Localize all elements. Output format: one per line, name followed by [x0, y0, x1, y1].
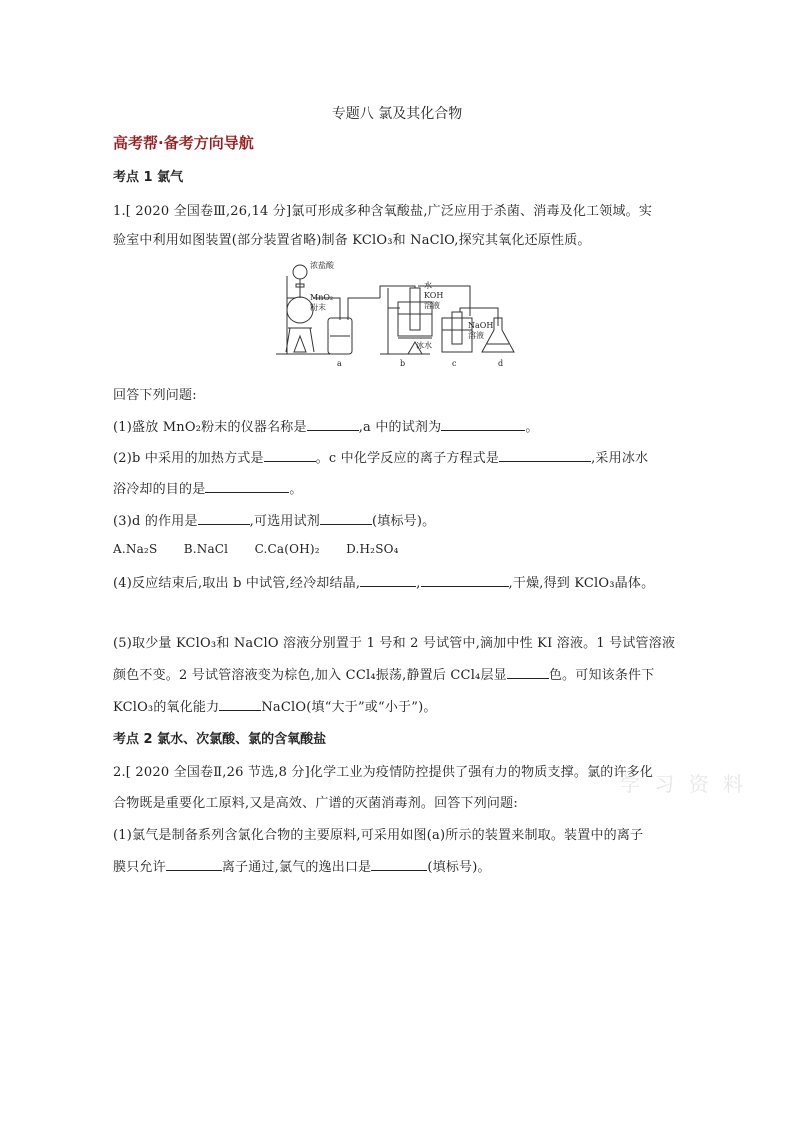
answer-blank[interactable]	[166, 858, 222, 871]
fig-label-c: c	[452, 359, 457, 368]
fig-label-d: d	[498, 359, 504, 368]
kp1-heading: 考点 1 氯气	[113, 170, 184, 185]
answer-blank[interactable]	[499, 449, 591, 462]
section-heading: 高考帮·备考方向导航	[113, 134, 254, 152]
q1-part3: (3)d 的作用是 ,可选用试剂 (填标号)。	[113, 514, 436, 529]
fig-label-b: b	[400, 359, 406, 368]
answer-blank[interactable]	[421, 574, 509, 587]
watermark: 学 习 资 料	[620, 772, 748, 796]
answer-blank[interactable]	[441, 418, 525, 431]
q1-part2-cont: 浴冷却的目的是 。	[113, 482, 303, 497]
answer-blank[interactable]	[307, 418, 359, 431]
fig-label-powder: 粉末	[310, 303, 326, 312]
fig-label-mno2: MnO₂	[310, 293, 334, 302]
q2-line3: (1)氯气是制备系列含氯化合物的主要原料,可采用如图(a)所示的装置来制取。装置中的离子	[113, 828, 644, 843]
fig-label-soln2: 溶液	[468, 331, 484, 340]
option-d: D.H₂SO₄	[346, 542, 399, 556]
answer-blank[interactable]	[205, 480, 289, 493]
answer-blank[interactable]	[264, 449, 316, 462]
q2-line2: 合物既是重要化工原料,又是高效、广谱的灭菌消毒剂。回答下列问题:	[113, 796, 518, 811]
apparatus-figure	[270, 258, 520, 370]
fig-label-koh: KOH	[424, 291, 444, 300]
option-a: A.Na₂S	[113, 542, 158, 556]
q1-part5-line1: (5)取少量 KClO₃和 NaClO 溶液分别置于 1 号和 2 号试管中,滴加中性 KI 溶液。1 号试管溶液	[113, 636, 676, 651]
q1-part4: (4)反应结束后,取出 b 中试管,经冷却结晶, , ,干燥,得到 KClO₃晶体。	[113, 576, 655, 591]
option-b: B.NaCl	[183, 542, 229, 556]
answer-blank[interactable]	[198, 512, 250, 525]
q1-options	[113, 542, 421, 557]
fig-label-conc-hcl: 浓盐酸	[310, 261, 334, 270]
fig-label-water: 水	[424, 281, 432, 290]
answer-blank[interactable]	[371, 858, 427, 871]
q1-line1: 1.[ 2020 全国卷Ⅲ,26,14 分]氯可形成多种含氧酸盐,广泛应用于杀菌、消毒及化工领域。实	[113, 204, 653, 219]
q1-part1: (1)盛放 MnO₂粉末的仪器名称是 ,a 中的试剂为 。	[113, 420, 539, 435]
q1-part5-line2: 颜色不变。2 号试管溶液变为棕色,加入 CCl₄振荡,静置后 CCl₄层显 色。可知该条件下	[113, 668, 655, 683]
fig-label-naoh: NaOH	[468, 321, 494, 330]
q1-part5-line3: KClO₃的氧化能力 NaClO(填“大于”或“小于”)。	[113, 700, 437, 715]
q2-line4: 膜只允许 离子通过,氯气的逸出口是 (填标号)。	[113, 860, 491, 875]
fig-label-ice-water: 冰水	[416, 341, 432, 350]
q2-line1: 2.[ 2020 全国卷Ⅱ,26 节选,8 分]化学工业为疫情防控提供了强有力的物质支撑。氯的许多化	[113, 765, 654, 780]
page-title: 专题八 氯及其化合物	[331, 106, 463, 122]
answer-intro: 回答下列问题:	[113, 388, 197, 403]
answer-blank[interactable]	[219, 698, 261, 711]
q1-part2: (2)b 中采用的加热方式是 。c 中化学反应的离子方程式是 ,采用冰水	[113, 451, 649, 466]
answer-blank[interactable]	[507, 666, 549, 679]
fig-label-soln1: 溶液	[424, 301, 440, 310]
answer-blank[interactable]	[320, 512, 372, 525]
option-c: C.Ca(OH)₂	[254, 542, 320, 556]
fig-label-a: a	[337, 359, 342, 368]
q1-line2: 验室中利用如图装置(部分装置省略)制备 KClO₃和 NaClO,探究其氧化还原性质。	[113, 233, 591, 248]
kp2-heading: 考点 2 氯水、次氯酸、氯的含氧酸盐	[113, 732, 327, 747]
answer-blank[interactable]	[360, 574, 416, 587]
